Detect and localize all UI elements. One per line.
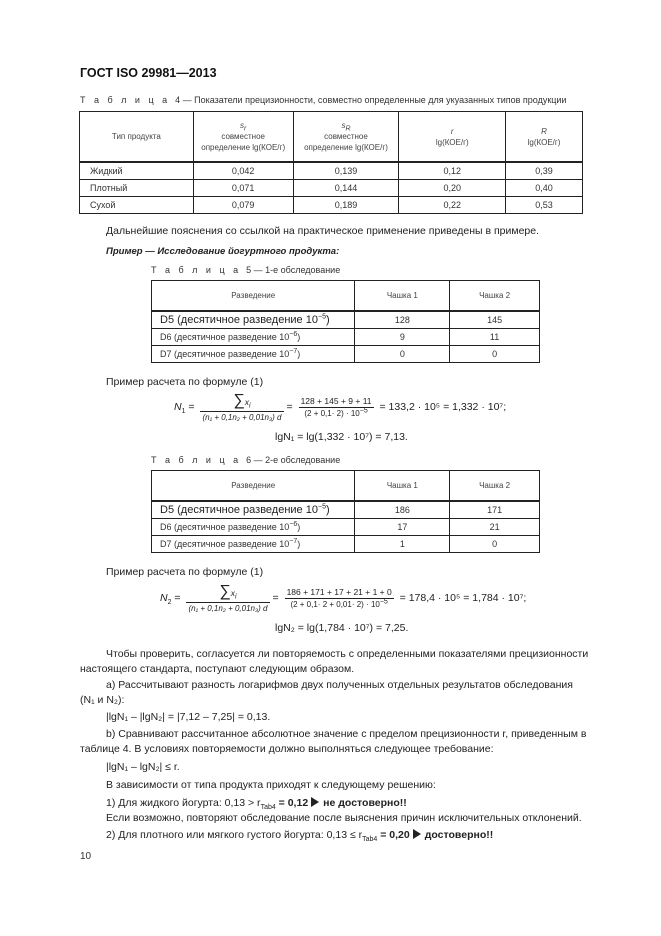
table4-header-row bbox=[80, 112, 583, 163]
arrow-right-icon bbox=[413, 829, 421, 839]
table4-caption-text: 4 — Показатели прецизионности, совместно определенные для укуазанных типов продукции bbox=[175, 95, 567, 105]
decision-liquid: 1) Для жидкого йогурта: $0,13 > r_{Tab4} = 0,12$ не достоверно!! bbox=[106, 797, 407, 812]
table6-second-survey bbox=[151, 470, 540, 553]
table-row: D5 (десятичное разведение $10^{-5}$) 186 171 bbox=[152, 501, 540, 519]
table5-first-survey bbox=[151, 280, 540, 363]
table5-header-row: Разведение Чашка 1 Чашка 2 bbox=[152, 281, 540, 312]
step-a-line2: (N₁ и N₂): bbox=[80, 694, 125, 706]
step-b-formula: |lgN₁ – lgN₂| ≤ r. bbox=[106, 761, 180, 773]
table-row: D6 (десятичное разведение $10^{-6}$) 17 21 bbox=[152, 519, 540, 536]
calc2-log: lgN₂ = lg(1,784 · 10⁷) = 7,25. bbox=[275, 622, 409, 634]
table-row: D7 (десятичное разведение $10^{-7}$) 0 0 bbox=[152, 346, 540, 363]
table6-caption: Т а б л и ц а 6 — 2-е обследование bbox=[151, 455, 341, 465]
step-a-formula: |lgN₁ – |lgN₂| = |7,12 – 7,25| = 0,13. bbox=[106, 711, 271, 723]
calc1-log: lgN₁ = lg(1,332 · 10⁷) = 7,13. bbox=[275, 431, 408, 443]
table-row: D7 (десятичное разведение $10^{-7}$) 1 0 bbox=[152, 536, 540, 553]
table4-caption-prefix: Т а б л и ц а bbox=[80, 95, 171, 105]
table-row: Плотный 0,071 0,144 0,20 0,40 bbox=[80, 180, 583, 197]
intro-paragraph: Дальнейшие пояснения со ссылкой на практическое применение приведены в примере. bbox=[106, 225, 540, 237]
calc2-heading: Пример расчета по формуле (1) bbox=[106, 566, 264, 578]
table-row: D6 (десятичное разведение $10^{-6}$) 9 11 bbox=[152, 329, 540, 346]
step-b-line2: таблице 4. В условиях повторяемости должно выполняться следующее требование: bbox=[80, 743, 494, 755]
table-row: Сухой 0,079 0,189 0,22 0,53 bbox=[80, 197, 583, 214]
decision-liquid-note: Если возможно, повторяют обследование после выяснения причин исключительных отклонений. bbox=[106, 812, 582, 824]
table-row: Жидкий 0,042 0,139 0,12 0,39 bbox=[80, 162, 583, 180]
table4-caption bbox=[80, 95, 566, 105]
table-row: D5 (десятичное разведение $10^{-5}$) 128 145 bbox=[152, 311, 540, 329]
table4-precision bbox=[79, 111, 583, 214]
calc1-formula: $N_1$ = $\frac{\sum x_i}{\text{(n₁ + 0,1n₂ + 0,01n₃) d}}$ = $\frac{128 + 145 + 9 + 11}{(2 + 0,1\cdot 2) \cdot 10^{-5}}$ = 133,2 · 10⁵ = 1,332 · 10⁷; bbox=[174, 392, 507, 422]
step-b-line1: b) Сравнивают рассчитанное абсолютное значение с пределом прецизионности r, приведенным в bbox=[106, 728, 587, 740]
arrow-right-icon bbox=[311, 797, 319, 807]
table4-header-cell: $s_R$ совместное определение lg(КОЕ/г) bbox=[293, 112, 399, 163]
calc1-heading: Пример расчета по формуле (1) bbox=[106, 376, 264, 388]
decision-thick: 2) Для плотного или мягкого густого йогурта: $0,13 \le r_{Tab4} = 0,20$ достоверно!! bbox=[106, 829, 494, 844]
table6-header-row: Разведение Чашка 1 Чашка 2 bbox=[152, 471, 540, 502]
example-title: Пример — Исследование йогуртного продукта: bbox=[106, 246, 340, 257]
page-number: 10 bbox=[80, 851, 92, 862]
table4-header-cell: r lg(КОЕ/г) bbox=[399, 112, 506, 163]
document-header: ГОСТ ISO 29981—2013 bbox=[80, 66, 217, 80]
table4-header-cell: R lg(КОЕ/г) bbox=[506, 112, 583, 163]
decision-intro: В зависимости от типа продукта приходят к следующему решению: bbox=[106, 779, 436, 791]
paragraph-check-line1: Чтобы проверить, согласуется ли повторяемость с определенными показателями прецизионности bbox=[106, 648, 589, 660]
table5-caption: Т а б л и ц а 5 — 1-е обследование bbox=[151, 265, 341, 275]
table4-header-cell: Тип продукта bbox=[80, 112, 194, 163]
step-a-line1: a) Рассчитывают разность логарифмов двух полученных отдельных результатов обследования bbox=[106, 679, 573, 691]
paragraph-check-line2: настоящего стандарта, поступают следующим образом. bbox=[80, 663, 355, 675]
table4-header-cell: $s_r$ совместное определение lg(КОЕ/г) bbox=[193, 112, 293, 163]
calc2-formula: $N_2$ = $\frac{\sum x_i}{\text{(n₁ + 0,1n₂ + 0,01n₃) d}}$ = $\frac{186 + 171 + 17 + 21 + 1 + 0}{(2 + 0,1\cdot 2 + 0,01\cdot 2) \cdot 10^{-5}}$ = 178,4 · 10⁵ = 1,784 · 10⁷; bbox=[160, 583, 527, 613]
